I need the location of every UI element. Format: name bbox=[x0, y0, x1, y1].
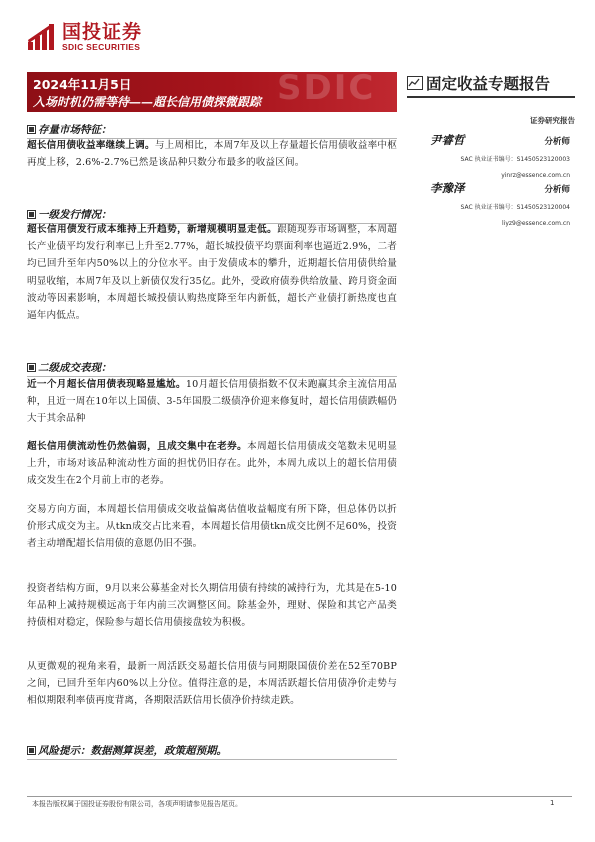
paragraph-month-performance: 近一个月超长信用债表现略显尴尬。10月超长信用债指数不仅未跑赢其余主流信用品种，且近一周在10年以上国债、3-5年国股二级债净价迎来修复时，超长信用债跌幅仍大于其余品种 bbox=[27, 379, 397, 425]
brand-name-en: SDIC SECURITIES bbox=[62, 42, 141, 52]
paragraph-stock-market: 超长信用债收益率继续上调。与上周相比，本周7年及以上存量超长信用债收益率中枢再度上移，2.6%-2.7%已然是该品种只数分布最多的收益区间。 bbox=[27, 140, 398, 169]
analyst-sac-number: SAC 执业证书编号：S1450523120003 bbox=[460, 156, 570, 163]
analyst-card bbox=[430, 180, 570, 227]
title-divider bbox=[407, 96, 575, 98]
banner-watermark: SDIC bbox=[277, 72, 376, 108]
bullet-square-icon bbox=[27, 210, 36, 219]
footer-disclaimer: 本报告版权属于国投证券股份有限公司，各项声明请参见报告尾页。 bbox=[32, 800, 242, 808]
brand-logo bbox=[26, 22, 142, 52]
footer-divider bbox=[27, 796, 572, 797]
analyst-role: 分析师 bbox=[544, 185, 570, 195]
paragraph-liquidity: 超长信用债流动性仍然偏弱，且成交集中在老券。本周超长信用债成交笔数未见明显上升，市场对该品种流动性方面的担忧仍旧存在。此外，本周九成以上的超长信用债成交发生在2个月前上市的老券。 bbox=[27, 441, 397, 487]
bullet-square-icon bbox=[27, 746, 36, 755]
bullet-square-icon bbox=[27, 125, 36, 134]
report-title-block bbox=[407, 72, 575, 94]
analyst-name: 尹睿哲 bbox=[430, 133, 465, 147]
section-heading-primary-issuance: 一级发行情况： bbox=[27, 208, 397, 222]
report-headline: 入场时机仍需等待——超长信用债探微跟踪 bbox=[33, 95, 262, 109]
section-divider bbox=[27, 759, 397, 760]
report-banner bbox=[27, 72, 397, 112]
page-number: 1 bbox=[550, 799, 555, 807]
section-heading-risk: 风险提示：数据测算误差，政策超预期。 bbox=[27, 744, 397, 758]
analyst-email[interactable]: yinrz@essence.com.cn bbox=[501, 172, 570, 179]
report-type: 证券研究报告 bbox=[530, 116, 575, 125]
section-heading-secondary-trading: 二级成交表现： bbox=[27, 361, 397, 375]
analyst-name: 李豫泽 bbox=[430, 181, 465, 195]
analyst-role: 分析师 bbox=[544, 137, 570, 147]
paragraph-investor-structure: 投资者结构方面，9月以来公募基金对长久期信用债有持续的减持行为，尤其是在5-10年品种上减持规模远高于年内前三次调整区间。除基金外，理财、保险和其它产品类持债相对稳定，保险参与超长信用债接盘较为积极。 bbox=[27, 583, 397, 629]
chart-report-icon bbox=[407, 76, 423, 90]
report-date: 2024年11月5日 bbox=[33, 77, 132, 92]
analyst-card bbox=[430, 132, 570, 179]
analyst-email[interactable]: liyz9@essence.com.cn bbox=[501, 220, 570, 227]
paragraph-micro-view: 从更微观的视角来看，最新一周活跃交易超长信用债与同期限国债价差在52至70BP之间，已回升至年内60%以上分位。值得注意的是，本周活跃超长信用债净价走势与相似期限利率债再度背离，各期限活跃信用长债净价持续走跌。 bbox=[27, 661, 397, 707]
brand-name-cn: 国投证券 bbox=[62, 21, 143, 43]
analyst-sac-number: SAC 执业证书编号：S1450523120004 bbox=[460, 204, 570, 211]
paragraph-trading-direction: 交易方向方面，本周超长信用债成交收益偏离估值收益幅度有所下降，但总体仍以折价形式成交为主。从tkn成交占比来看，本周超长信用债tkn成交比例不足60%，投资者主动增配超长信用债的意愿仍旧不强。 bbox=[27, 504, 397, 550]
bullet-square-icon bbox=[27, 363, 36, 372]
paragraph-primary-issuance: 超长信用债发行成本维持上升趋势，新增规模明显走低。跟随现券市场调整，本周超长产业债平均发行利率已上升至2.77%，超长城投债平均票面利率也逼近2.9%，二者均已回升至年内50%以上的分位水平。由于发债成本的攀升，近期超长信用债供给量明显收缩，本周7年及以上新债仅发行35亿。此外，受政府债券供给放量、跨月资金面波动等因素影响，本周超长城投债认购热度降至年内新低，超长产业债打新热度也直逼年内低点。 bbox=[27, 224, 397, 322]
sdic-logo-icon bbox=[26, 22, 56, 52]
section-heading-stock-market: 存量市场特征： bbox=[27, 123, 397, 137]
report-title: 固定收益专题报告 bbox=[426, 75, 551, 93]
